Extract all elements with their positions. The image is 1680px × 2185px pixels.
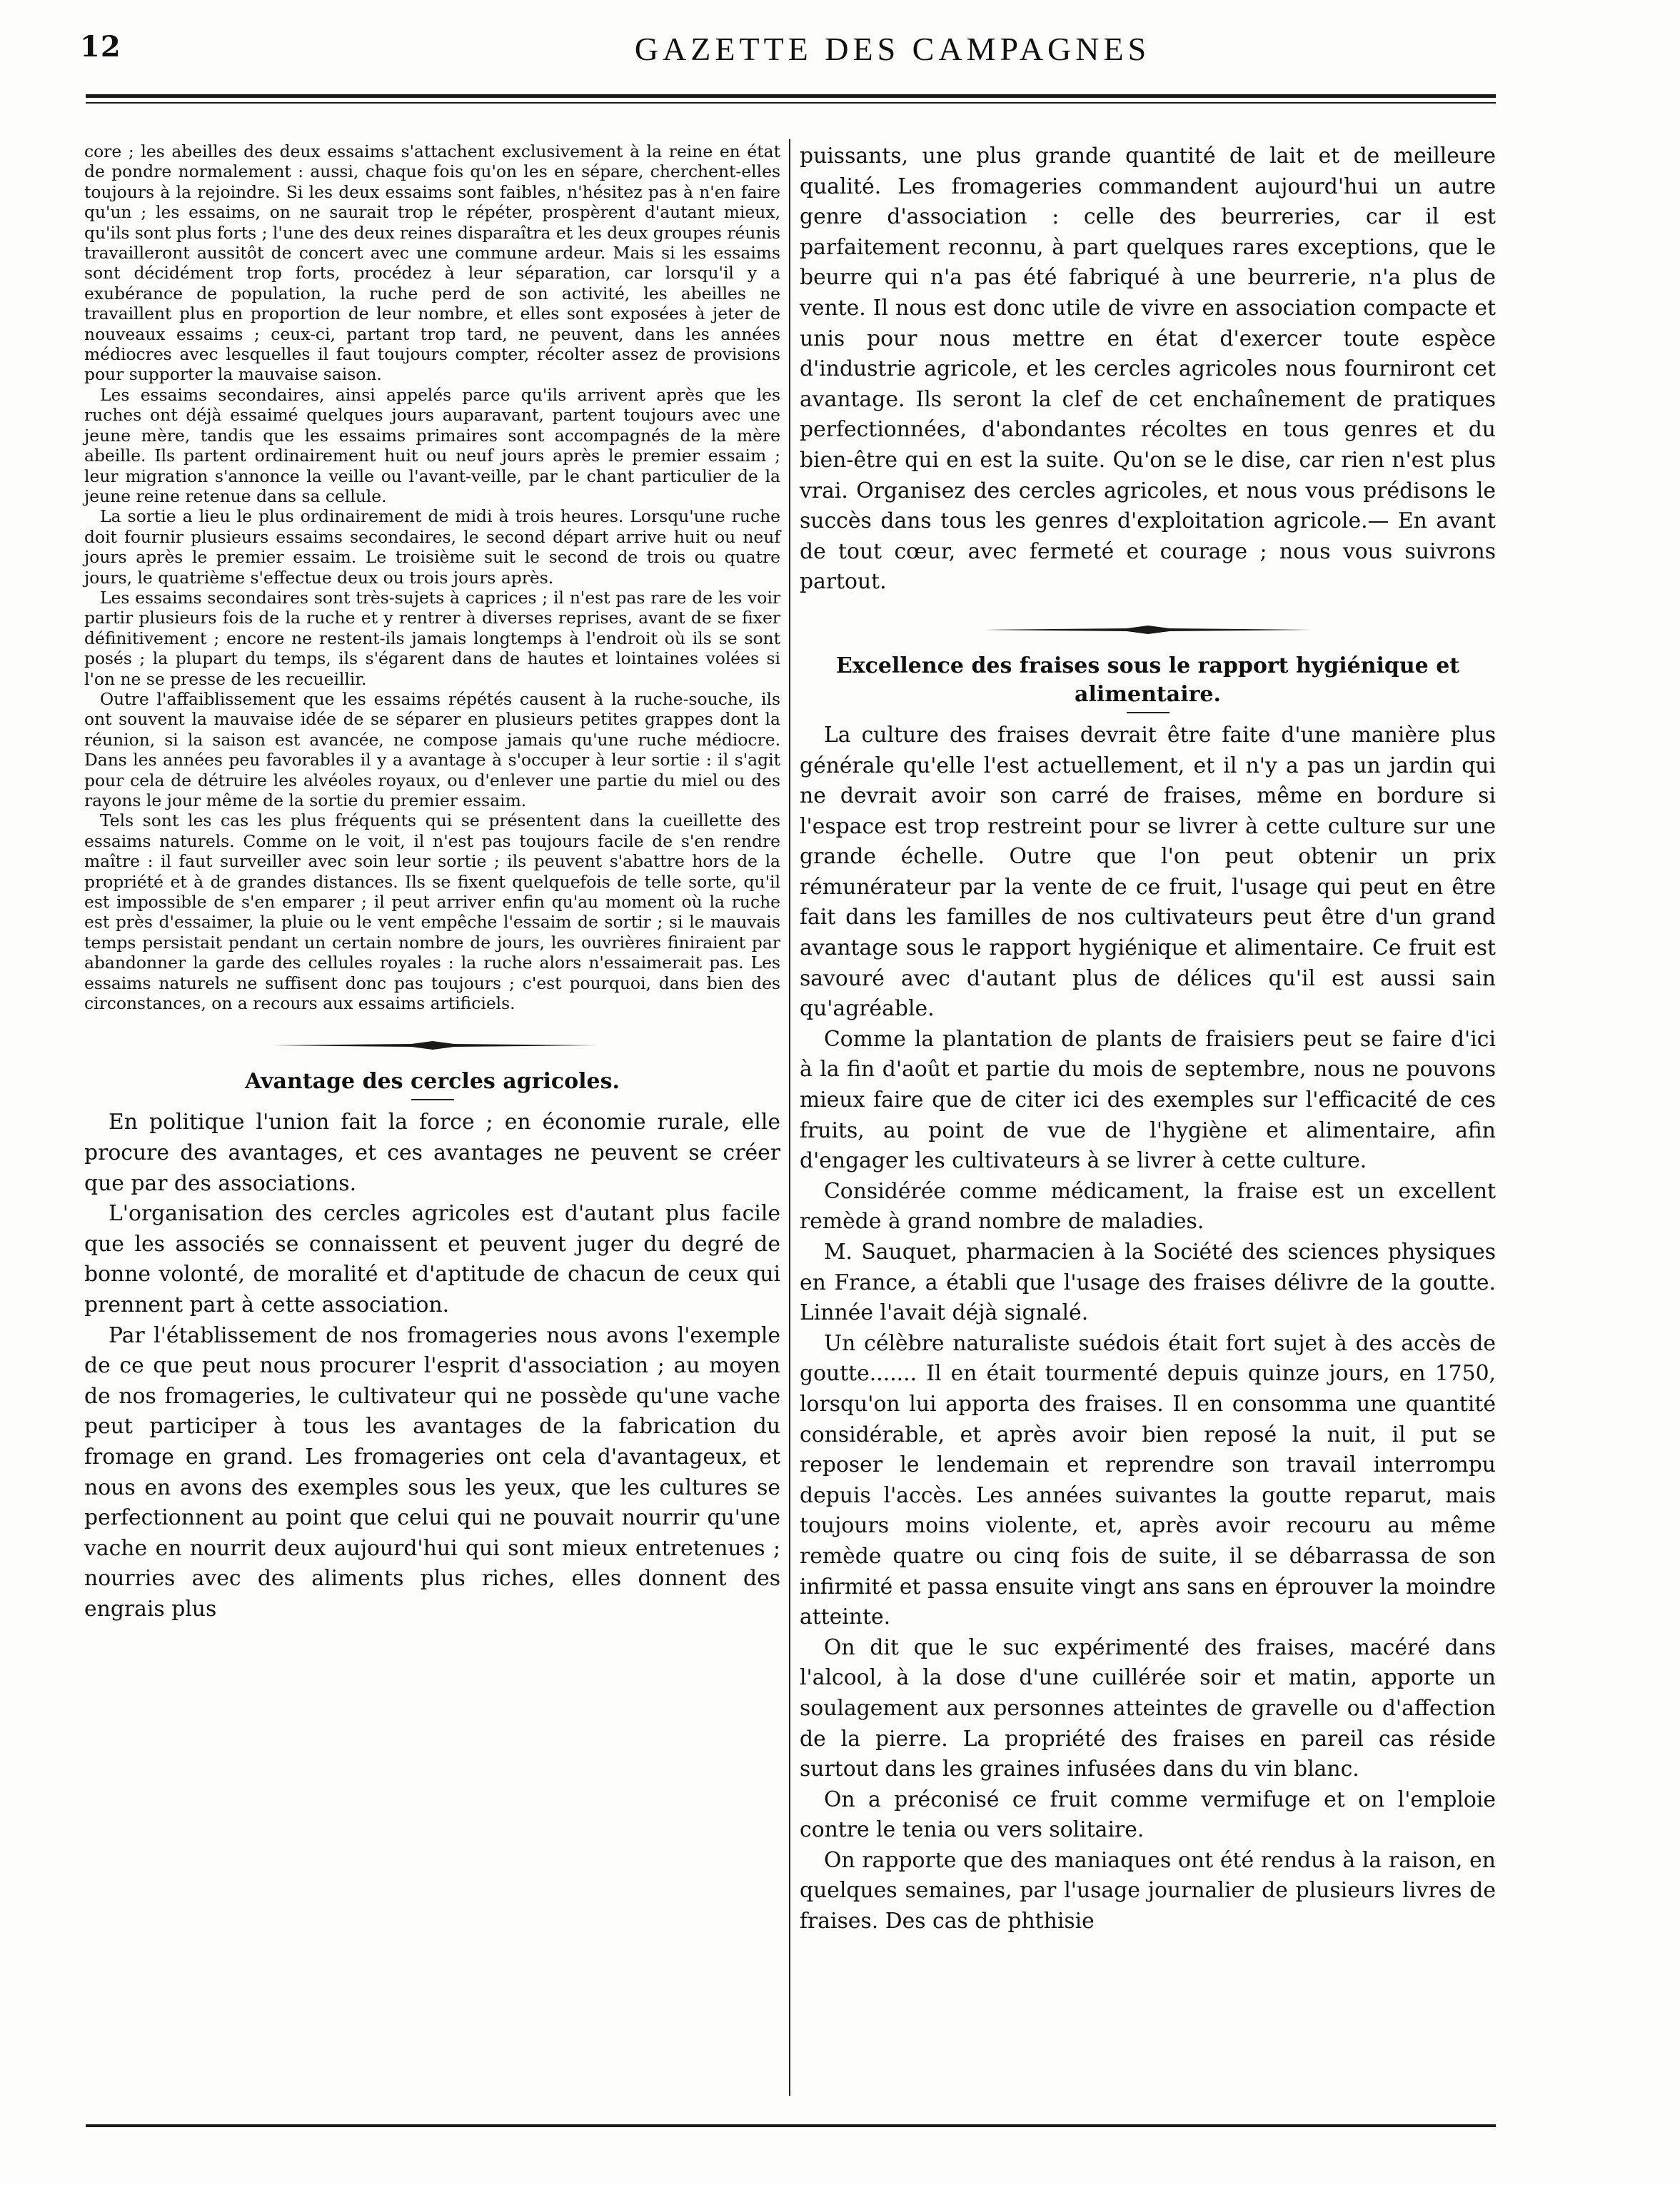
header-rule [86, 94, 1496, 98]
bees-article-continued [84, 141, 780, 1013]
paragraph: Les essaims secondaires sont très-sujets à caprices ; il n'est pas rare de les voir partir plusieurs fois de la ruche et y rentrer à diverses reprises, avant de se fixer définitivement ; encore ne restent-ils jamais longtemps à l'endroit où ils se sont posés ; la plupart du temps, ils s'égarent dans de hautes et lointaines volées si l'on ne se presse de les recueillir. [84, 587, 780, 689]
paragraph: On dit que le suc expérimenté des fraises, macéré dans l'alcool, à la dose d'une cuillérée soir et matin, apporte un soulagement aux personnes atteintes de gravelle ou d'affection de la pierre. La propriété des fraises en pareil cas réside surtout dans les graines infusées dans du vin blanc. [800, 1634, 1496, 1782]
paragraph: puissants, une plus grande quantité de lait et de meilleure qualité. Les fromageries commandent aujourd'hui un autre genre d'association : celle des beurreries, car il est parfaitement reconnu, à part quelques rares exceptions, que le beurre qui n'a pas été fabriqué à une beurrerie, n'a plus de vente. Il nous est donc utile de vivre en association compacte et unis pour nous mettre en état d'exercer toute espèce d'industrie agricole, et les cercles agricoles nous fourniront cet avantage. Ils seront la clef de cet enchaînement de pratiques perfectionnées, d'abondantes récoltes en tous genres et du bien-être qui en est la suite. Qu'on se le dise, car rien n'est plus vrai. Organisez des cercles agricoles, et nous vous prédisons le succès dans tous les genres d'exploitation agricole.— En avant de tout cœur, avec fermeté et courage ; nous vous suivrons partout. [800, 144, 1496, 595]
section-ornament [984, 622, 1312, 638]
paragraph: On a préconisé ce fruit comme vermifuge et on l'emploie contre le tenia ou vers solitaire. [800, 1787, 1496, 1843]
paragraph: M. Sauquet, pharmacien à la Société des sciences physiques en France, a établi que l'usage des fraises délivre de la goutte. Linnée l'avait déjà signalé. [800, 1240, 1496, 1326]
paragraph: Un célèbre naturaliste suédois était fort sujet à des accès de goutte....... Il en était tourmenté depuis quinze jours, en 1750, lorsqu'on lui apporta des fraises. Il en consomma une quantité considérable, et après avoir bien reposé la nuit, il put se reposer le lendemain et reprendre son travail interrompu depuis l'accès. Les années suivantes la goutte reparut, mais toujours moins violente, et, après avoir recouru au même remède quatre ou cinq fois de suite, il se débarrassa de son infirmité et passa ensuite vingt ans sans en éprouver la moindre atteinte. [800, 1330, 1496, 1630]
paragraph: La culture des fraises devrait être faite d'une manière plus générale qu'elle l'est actuellement, et il n'y a pas un jardin qui ne devrait avoir son carré de fraises, même en bordure si l'espace est trop restreint pour se livrer à cette culture sur une grande échelle. Outre que l'on peut obtenir un prix rémunérateur par la vente de ce fruit, l'usage qui peut en être fait dans les familles de nos cultivateurs peut être d'un grand avantage sous le rapport hygiénique et alimentaire. Ce fruit est savouré avec d'autant plus de délices qu'il est aussi sain qu'agréable. [800, 722, 1496, 1022]
right-column [800, 141, 1496, 1937]
masthead-title: GAZETTE DES CAMPAGNES [634, 31, 1151, 67]
paragraph: Par l'établissement de nos fromageries nous avons l'exemple de ce que peut nous procurer l'esprit d'association ; au moyen de nos fromageries, le cultivateur qui ne possède qu'une vache peut participer à tous les avantages de la fabrication du fromage en grand. Les fromageries ont cela d'avantageux, et nous en avons des exemples sous les yeux, que les cultures se perfectionnent au point que celui qui ne pouvait nourrir qu'une vache en nourrit deux aujourd'hui qui sont mieux entretenues ; nourries avec des aliments plus riches, elles donnent des engrais plus [84, 1322, 780, 1622]
paragraph: core ; les abeilles des deux essaims s'attachent exclusivement à la reine en état de pondre normalement : aussi, chaque fois qu'on les en sépare, cherchent-elles toujours à la rejoindre. Si les deux essaims sont faibles, n'hésitez pas à n'en faire qu'un ; les essaims, on ne saurait trop le répéter, prospèrent d'autant mieux, qu'ils sont plus forts ; l'une des deux reines disparaîtra et les deux groupes réunis travailleront aussitôt de concert avec une commune ardeur. Mais si les essaims sont décidément trop forts, procédez à leur séparation, car lorsqu'il y a exubérance de population, la ruche perd de son activité, les abeilles ne travaillent plus en proportion de leur nombre, et elles sont exposées à jeter de nouveaux essaims ; ceux-ci, partant trop tard, ne peuvent, dans les années médiocres avec lesquelles il faut toujours compter, récolter assez de provisions pour supporter la mauvaise saison. [84, 141, 780, 385]
paragraph: Les essaims secondaires, ainsi appelés parce qu'ils arrivent après que les ruches ont déjà essaimé quelques jours auparavant, partent toujours avec une jeune mère, tandis que les essaims primaires sont accompagnés de la mère abeille. Ils partent ordinairement huit ou neuf jours après le premier essaim ; leur migration s'annonce la veille ou l'avant-veille, par le chant particulier de la jeune reine retenue dans sa cellule. [84, 384, 780, 506]
cercles-article-continued [800, 141, 1496, 598]
paragraph: En politique l'union fait la force ; en économie rurale, elle procure des avantages, et ces avantages ne peuvent se créer que par des associations. [84, 1110, 780, 1196]
heading-rule [1127, 712, 1170, 713]
paragraph: Considérée comme médicament, la fraise est un excellent remède à grand nombre de maladies. [800, 1178, 1496, 1235]
cercles-article [84, 1107, 780, 1624]
paragraph: Outre l'affaiblissement que les essaims répétés causent à la ruche-souche, ils ont souvent la mauvaise idée de se séparer en plusieurs petites grappes dont la réunion, si la saison est avancée, ne compose jamais qu'une ruche médiocre. Dans les années peu favorables il y a avantage à s'occuper à leur sortie : il s'agit pour cela de détruire les alvéoles royaux, ou d'enlever une partie du miel ou des rayons le jour même de la sortie du premier essaim. [84, 688, 780, 810]
heading-rule [411, 1099, 454, 1100]
section-heading-fraises: Excellence des fraises sous le rapport hygiénique et alimentaire. [835, 653, 1460, 707]
fraises-article [800, 720, 1496, 1937]
paragraph: Tels sont les cas les plus fréquents qui se présentent dans la cueillette des essaims naturels. Comme on le voit, il n'est pas toujours facile de s'en rendre maître : il faut surveiller avec soin leur sortie ; ils peuvent s'abattre hors de la propriété et à de grandes distances. Ils se fixent quelquefois de telle sorte, qu'il est impossible de s'en emparer ; il peut arriver enfin qu'au moment où la ruche est près d'essaimer, la pluie ou le vent empêche l'essaim de sortir ; si le mauvais temps persistait pendant un certain nombre de jours, les ouvrières finiraient par abandonner la garde des cellules royales : la ruche alors n'essaimerait pas. Les essaims naturels ne suffisent donc pas toujours ; c'est pourquoi, dans bien des circonstances, on a recours aux essaims artificiels. [84, 810, 780, 1014]
page-number: 12 [80, 30, 121, 64]
column-divider [789, 139, 790, 2096]
section-ornament [268, 1038, 597, 1053]
paragraph: L'organisation des cercles agricoles est d'autant plus facile que les associés se connaissent et peuvent juger du degré de bonne volonté, de moralité et d'aptitude de chacun de ceux qui prennent part à cette association. [84, 1201, 780, 1318]
section-heading-cercles: Avantage des cercles agricoles. [245, 1069, 620, 1095]
paragraph: Comme la plantation de plants de fraisiers peut se faire d'ici à la fin d'août et partie du mois de septembre, nous ne pouvons mieux faire que de citer ici des exemples sur l'efficacité de ces fruits, au point de vue de l'hygiène et alimentaire, afin d'engager les cultivateurs à se livrer à cette culture. [800, 1026, 1496, 1174]
left-column [84, 141, 780, 1625]
paragraph: La sortie a lieu le plus ordinairement de midi à trois heures. Lorsqu'une ruche doit fournir plusieurs essaims secondaires, le second départ arrive huit ou neuf jours après le premier essaim. Le troisième suit le second de trois ou quatre jours, le quatrième s'effectue deux ou trois jours après. [84, 506, 780, 588]
paragraph: On rapporte que des maniaques ont été rendus à la raison, en quelques semaines, par l'usage journalier de plusieurs livres de fraises. Des cas de phthisie [800, 1847, 1496, 1934]
footer-rule [86, 2124, 1496, 2127]
header-rule-thin [86, 102, 1496, 104]
